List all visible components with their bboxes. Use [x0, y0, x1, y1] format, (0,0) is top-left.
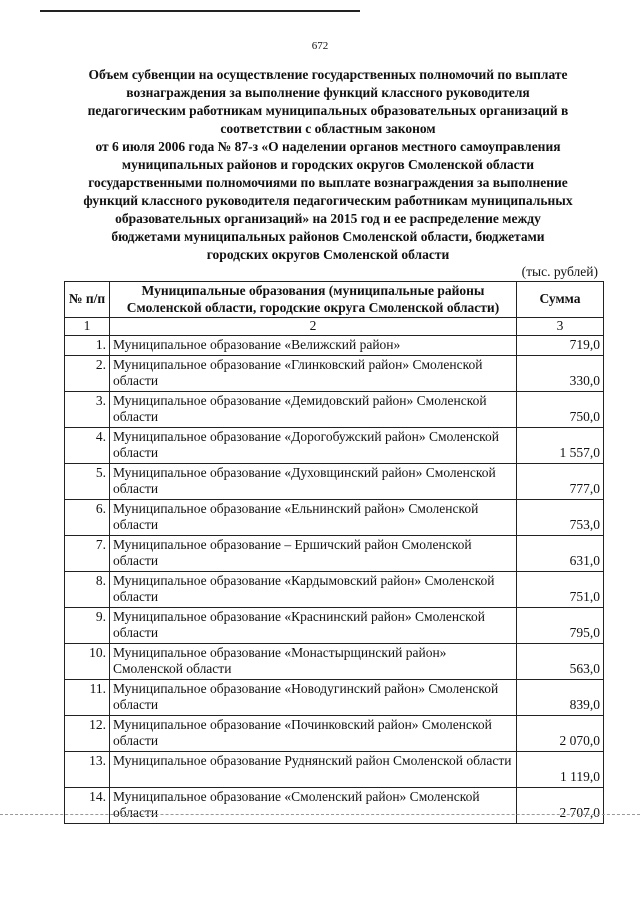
page-number: 672 [311, 40, 329, 52]
row-municipality: Муниципальное образование «Смоленский район» Смоленской области [110, 787, 517, 823]
header-sum: Сумма [517, 282, 604, 318]
row-municipality: Муниципальное образование «Монастырщинский район» Смоленской области [110, 643, 517, 679]
row-municipality: Муниципальное образование – Ершичский район Смоленской области [110, 535, 517, 571]
title-line: соответствии с областным законом [220, 121, 436, 136]
row-number: 7. [65, 535, 110, 571]
row-municipality: Муниципальное образование «Ельнинский район» Смоленской области [110, 499, 517, 535]
title-line: государственными полномочиями по выплате вознаграждения за выполнение [88, 175, 568, 190]
row-sum: 563,0 [517, 643, 604, 679]
row-municipality: Муниципальное образование «Глинковский район» Смоленской области [110, 355, 517, 391]
row-sum: 751,0 [517, 571, 604, 607]
table-row [65, 463, 604, 499]
row-number: 10. [65, 643, 110, 679]
row-number: 4. [65, 427, 110, 463]
units-label: (тыс. рублей) [521, 264, 598, 279]
table-row [65, 787, 604, 823]
table-row [65, 355, 604, 391]
table-row [65, 571, 604, 607]
row-number: 6. [65, 499, 110, 535]
table-row [65, 427, 604, 463]
column-index-row [65, 318, 604, 336]
table-row [65, 643, 604, 679]
row-municipality: Муниципальное образование «Новодугинский район» Смоленской области [110, 679, 517, 715]
subsidy-table [64, 281, 604, 824]
title-line: городских округов Смоленской области [206, 247, 450, 262]
scan-dashed-line [0, 814, 640, 815]
column-index: 2 [110, 318, 517, 336]
row-number: 2. [65, 355, 110, 391]
row-number: 9. [65, 607, 110, 643]
row-municipality: Муниципальное образование Руднянский район Смоленской области [110, 751, 517, 787]
table-row [65, 335, 604, 355]
row-municipality: Муниципальное образование «Духовщинский район» Смоленской области [110, 463, 517, 499]
header-number: № п/п [65, 282, 110, 318]
row-number: 12. [65, 715, 110, 751]
row-sum: 795,0 [517, 607, 604, 643]
row-sum: 330,0 [517, 355, 604, 391]
row-municipality: Муниципальное образование «Кардымовский район» Смоленской области [110, 571, 517, 607]
row-sum: 719,0 [517, 335, 604, 355]
title-line: педагогическим работникам муниципальных образовательных организаций в [87, 103, 569, 118]
table-row [65, 679, 604, 715]
title-line: Объем субвенции на осуществление государственных полномочий по выплате [88, 67, 568, 82]
column-index: 1 [65, 318, 110, 336]
document-title [58, 66, 598, 264]
row-sum: 2 707,0 [517, 787, 604, 823]
row-municipality: Муниципальное образование «Демидовский район» Смоленской области [110, 391, 517, 427]
row-number: 8. [65, 571, 110, 607]
row-sum: 839,0 [517, 679, 604, 715]
header-municipality: Муниципальные образования (муниципальные районы Смоленской области, городские округа Смоленской области) [110, 282, 517, 318]
title-line: муниципальных районов и городских округов Смоленской области [121, 157, 535, 172]
table-row [65, 715, 604, 751]
title-line: вознаграждения за выполнение функций классного руководителя [126, 85, 530, 100]
row-sum: 631,0 [517, 535, 604, 571]
row-sum: 2 070,0 [517, 715, 604, 751]
row-sum: 777,0 [517, 463, 604, 499]
row-municipality: Муниципальное образование «Починковский район» Смоленской области [110, 715, 517, 751]
title-line: от 6 июля 2006 года № 87-з «О наделении органов местного самоуправления [95, 139, 561, 154]
row-number: 11. [65, 679, 110, 715]
row-number: 13. [65, 751, 110, 787]
row-sum: 753,0 [517, 499, 604, 535]
table-row [65, 499, 604, 535]
row-sum: 1 119,0 [517, 751, 604, 787]
top-rule [40, 10, 360, 12]
title-line: бюджетами муниципальных районов Смоленской области, бюджетами [111, 229, 545, 244]
table-row [65, 751, 604, 787]
title-line: функций классного руководителя педагогическим работникам муниципальных [83, 193, 573, 208]
row-municipality: Муниципальное образование «Велижский район» [110, 335, 517, 355]
row-number: 1. [65, 335, 110, 355]
header-row [65, 282, 604, 318]
table-row [65, 535, 604, 571]
row-number: 14. [65, 787, 110, 823]
row-sum: 750,0 [517, 391, 604, 427]
column-index: 3 [517, 318, 604, 336]
row-municipality: Муниципальное образование «Дорогобужский район» Смоленской области [110, 427, 517, 463]
row-sum: 1 557,0 [517, 427, 604, 463]
row-number: 5. [65, 463, 110, 499]
table-row [65, 607, 604, 643]
row-municipality: Муниципальное образование «Краснинский район» Смоленской области [110, 607, 517, 643]
title-line: образовательных организаций» на 2015 год и ее распределение между [115, 211, 541, 226]
table-row [65, 391, 604, 427]
row-number: 3. [65, 391, 110, 427]
